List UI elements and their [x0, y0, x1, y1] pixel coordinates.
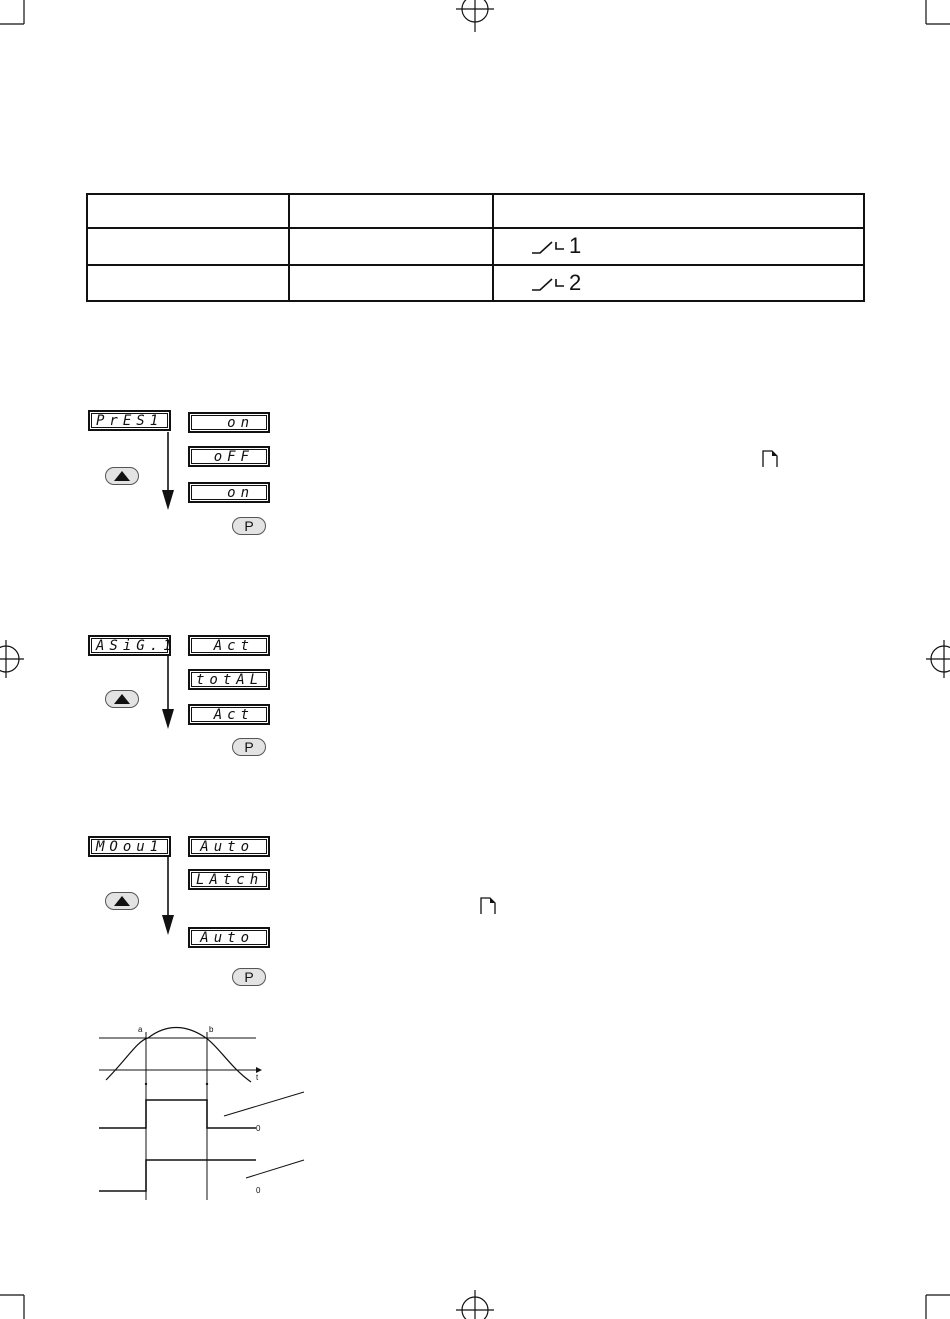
relay-contact-icon [530, 273, 566, 293]
down-arrow-icon [160, 655, 176, 731]
auto-output-trace [99, 1100, 256, 1128]
relay-number: 1 [569, 233, 582, 259]
table-cell [87, 194, 289, 228]
table-row [87, 228, 864, 264]
marker-dot [145, 1083, 147, 1085]
up-key-button[interactable] [105, 690, 139, 708]
point-b-label: b [209, 1025, 214, 1034]
table-cell [493, 228, 864, 264]
table-cell [493, 265, 864, 301]
latch-output-trace [99, 1160, 256, 1191]
relay-number: 2 [569, 269, 582, 295]
process-curve [106, 1028, 251, 1083]
table-cell [87, 228, 289, 264]
p-key-button[interactable]: P [232, 738, 266, 756]
page-reference-icon [480, 897, 496, 915]
leader-line [224, 1092, 304, 1116]
option-display: totAL [188, 669, 270, 690]
table-row [87, 194, 864, 228]
option-display: Act [188, 704, 270, 725]
down-arrow-icon [160, 432, 176, 512]
relay-contact-icon [530, 236, 566, 256]
option-display: Act [188, 635, 270, 656]
down-arrow-icon [160, 857, 176, 937]
point-a-label: a [138, 1025, 143, 1034]
option-display: oFF [188, 446, 270, 467]
time-axis-label: t [256, 1073, 259, 1082]
table-cell [289, 265, 493, 301]
parameter-display: ASiG.1 [88, 635, 171, 656]
option-display: LAtch [188, 869, 270, 890]
page-reference-icon [762, 450, 778, 468]
relay-table [86, 193, 865, 302]
option-display: Auto [188, 836, 270, 857]
zero-level-label: 0 [256, 1186, 261, 1195]
parameter-display: MOou1 [88, 836, 171, 857]
option-display: Auto [188, 927, 270, 948]
p-key-button[interactable]: P [232, 517, 266, 535]
p-key-button[interactable]: P [232, 968, 266, 986]
marker-dot [206, 1083, 208, 1085]
up-key-button[interactable] [105, 467, 139, 485]
table-cell [289, 228, 493, 264]
table-cell [87, 265, 289, 301]
latch-waveform-diagram [96, 1020, 311, 1205]
table-cell [493, 194, 864, 228]
zero-level-label: 0 [256, 1124, 261, 1133]
table-row [87, 265, 864, 301]
table-cell [289, 194, 493, 228]
option-display: on [188, 412, 270, 433]
option-display: on [188, 482, 270, 503]
leader-line [246, 1160, 304, 1178]
up-key-button[interactable] [105, 892, 139, 910]
parameter-display: PrES1 [88, 410, 171, 431]
